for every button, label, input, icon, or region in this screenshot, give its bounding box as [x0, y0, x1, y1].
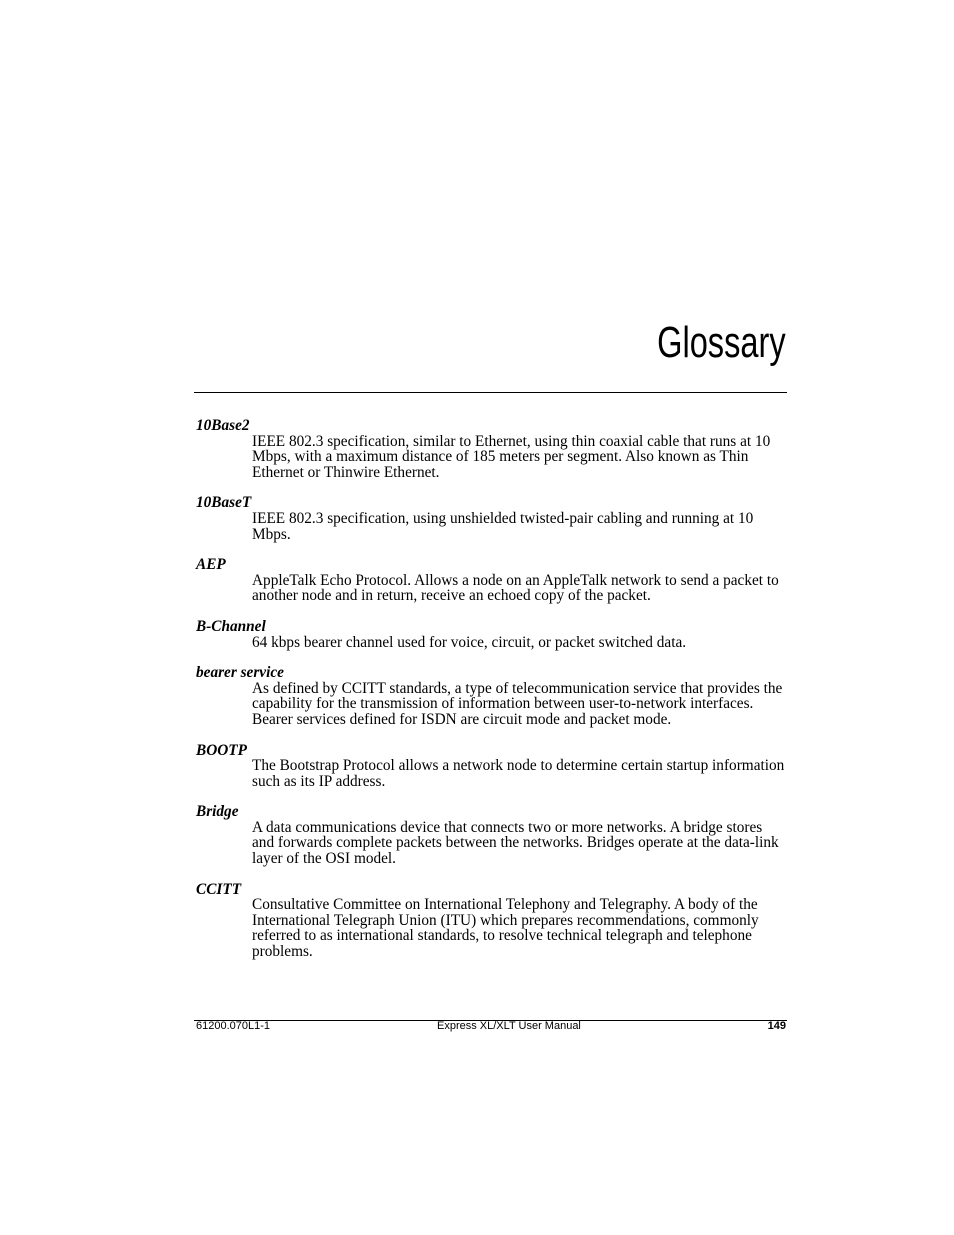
glossary-entry	[196, 557, 788, 604]
glossary-term: 10BaseT	[196, 494, 252, 512]
glossary-definition: The Bootstrap Protocol allows a network node to determine certain startup information such as its IP address.	[252, 757, 785, 790]
glossary-term: B-Channel	[196, 617, 266, 635]
glossary-definition: A data communications device that connects two or more networks. A bridge stores and forwards complete packets between the networks. Bridges operate at the data-link layer of the OSI model.	[252, 818, 779, 868]
glossary-definition: IEEE 802.3 specification, using unshielded twisted-pair cabling and running at 10 Mbps.	[252, 509, 754, 543]
title-rule	[194, 392, 787, 393]
footer-page-number: 149	[767, 1020, 786, 1032]
glossary-term: BOOTP	[196, 741, 247, 759]
glossary-definition: IEEE 802.3 specification, similar to Ethernet, using thin coaxial cable that runs at 10 Mbps, with a maximum distance of 185 meters per segment. Also known as Thin Ethernet or Thinwire Ethernet.	[252, 432, 771, 481]
glossary-entry	[196, 882, 788, 960]
glossary-definition: 64 kbps bearer channel used for voice, circuit, or packet switched data.	[252, 633, 687, 651]
glossary-entry	[196, 619, 788, 650]
glossary-entry	[196, 495, 788, 542]
glossary-entry	[196, 418, 788, 480]
glossary-term: 10Base2	[196, 417, 250, 434]
glossary-term: AEP	[196, 556, 226, 574]
footer-manual-name: Express XL/XLT User Manual	[437, 1020, 581, 1032]
footer-doc-number: 61200.070L1-1	[196, 1020, 271, 1032]
glossary-list	[196, 418, 788, 975]
page-title: Glossary	[657, 318, 786, 367]
glossary-term: bearer service	[196, 664, 284, 682]
glossary-term: Bridge	[196, 803, 239, 821]
glossary-definition: As defined by CCITT standards, a type of telecommunication service that provides the capability for the transmission of information between user-to-network interfaces. Bearer services defined for ISDN are circuit mode and packet mode.	[252, 679, 783, 728]
glossary-entry	[196, 743, 788, 790]
glossary-entry	[196, 804, 788, 866]
glossary-term: CCITT	[196, 880, 242, 898]
glossary-definition: AppleTalk Echo Protocol. Allows a node on an AppleTalk network to send a packet to another node and in return, receive an echoed copy of the packet.	[252, 571, 779, 605]
glossary-entry	[196, 665, 788, 727]
glossary-definition: Consultative Committee on International Telephony and Telegraphy. A body of the International Telegraph Union (ITU) which prepares recommendations, commonly referred to as international standards, to resolve technical telegraph and telephone problems.	[252, 896, 759, 961]
